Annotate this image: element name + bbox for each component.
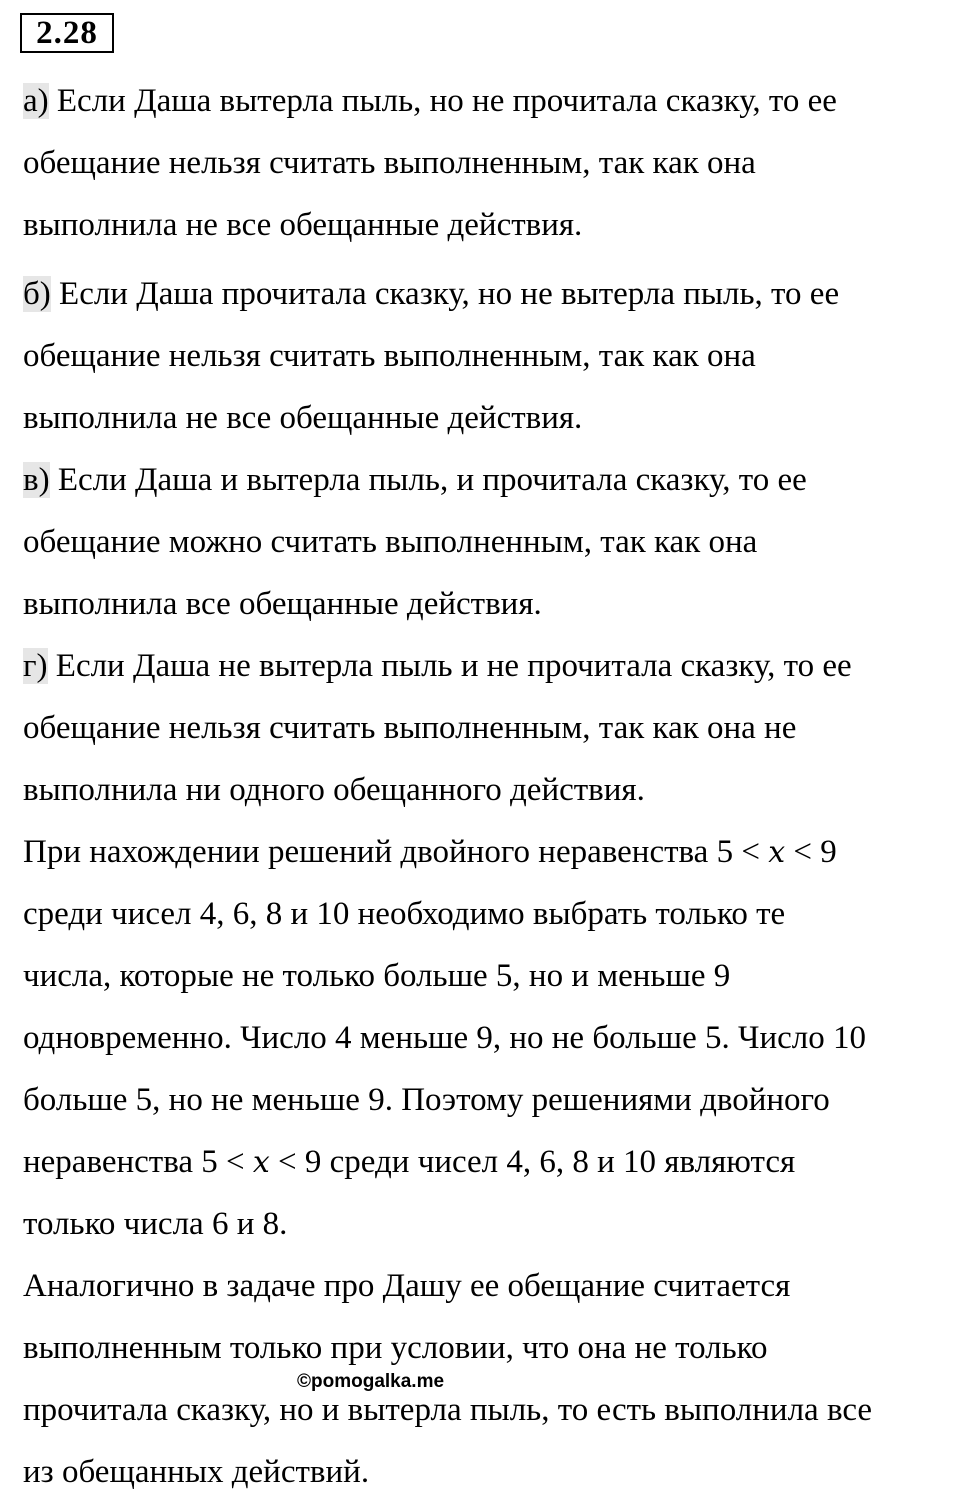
paragraph-a-line-3: выполнила не все обещанные действия.	[23, 207, 583, 243]
paragraph-b-line-2: обещание нельзя считать выполненным, так как она	[23, 338, 756, 374]
paragraph-v-line-1	[23, 449, 955, 511]
conclusion-line-3: прочитала сказку, но и вытерла пыль, то есть выполнила все	[23, 1392, 873, 1428]
conclusion-paragraph	[23, 1255, 955, 1503]
paragraph-a-line-1-text: Если Даша вытерла пыль, но не прочитала сказку, то ее	[48, 83, 837, 119]
conclusion-line-1: Аналогично в задаче про Дашу ее обещание считается	[23, 1268, 791, 1304]
paragraph-g-line-2: обещание нельзя считать выполненным, так как она не	[23, 710, 797, 746]
paragraph-v-line-3: выполнила все обещанные действия.	[23, 586, 542, 622]
explanation-line-3: числа, которые не только больше 5, но и меньше 9	[23, 958, 731, 994]
solution-text	[23, 70, 955, 1503]
explanation-line-7: только числа 6 и 8.	[23, 1206, 288, 1242]
explanation-line-1-pre: При нахождении решений двойного неравенства 5 <	[23, 834, 769, 870]
paragraph-g-line-1-text: Если Даша не вытерла пыль и не прочитала сказку, то ее	[47, 648, 852, 684]
explanation-line-6-pre: неравенства 5 <	[23, 1144, 253, 1180]
explanation-line-4: одновременно. Число 4 меньше 9, но не больше 5. Число 10	[23, 1020, 866, 1056]
paragraph-b-line-1	[23, 263, 955, 325]
explanation-paragraph	[23, 821, 955, 1255]
inequality-variable-2: 𝑥	[252, 1145, 270, 1180]
explanation-line-6	[23, 1131, 955, 1193]
paragraph-g-line-1	[23, 635, 955, 697]
paragraph-g	[23, 635, 955, 821]
paragraph-a-line-2: обещание нельзя считать выполненным, так как она	[23, 145, 756, 181]
paragraph-v-label: в)	[23, 462, 50, 498]
inequality-variable: 𝑥	[768, 835, 786, 870]
paragraph-g-label: г)	[23, 648, 48, 684]
paragraph-v-line-1-text: Если Даша и вытерла пыль, и прочитала сказку, то ее	[49, 462, 807, 498]
paragraph-g-line-3: выполнила ни одного обещанного действия.	[23, 772, 645, 808]
explanation-line-5: больше 5, но не меньше 9. Поэтому решениями двойного	[23, 1082, 830, 1118]
explanation-line-2: среди чисел 4, 6, 8 и 10 необходимо выбрать только те	[23, 896, 786, 932]
paragraph-b	[23, 263, 955, 449]
paragraph-a	[23, 70, 955, 256]
paragraph-v-line-2: обещание можно считать выполненным, так как она	[23, 524, 758, 560]
explanation-line-6-post: < 9 среди чисел 4, 6, 8 и 10 являются	[269, 1144, 796, 1180]
paragraph-v	[23, 449, 955, 635]
paragraph-a-label: а)	[23, 83, 49, 119]
task-number-box: 2.28	[20, 13, 114, 53]
paragraph-b-line-1-text: Если Даша прочитала сказку, но не вытерла пыль, то ее	[50, 276, 840, 312]
paragraph-b-line-3: выполнила не все обещанные действия.	[23, 400, 583, 436]
conclusion-line-2: выполненным только при условии, что она не только	[23, 1330, 768, 1366]
explanation-line-1-post: < 9	[785, 834, 837, 870]
explanation-line-1	[23, 821, 955, 883]
paragraph-a-line-1	[23, 70, 955, 132]
conclusion-line-4: из обещанных действий.	[23, 1454, 370, 1490]
watermark: ©pomogalka.me	[297, 1371, 445, 1392]
paragraph-b-label: б)	[23, 276, 51, 312]
